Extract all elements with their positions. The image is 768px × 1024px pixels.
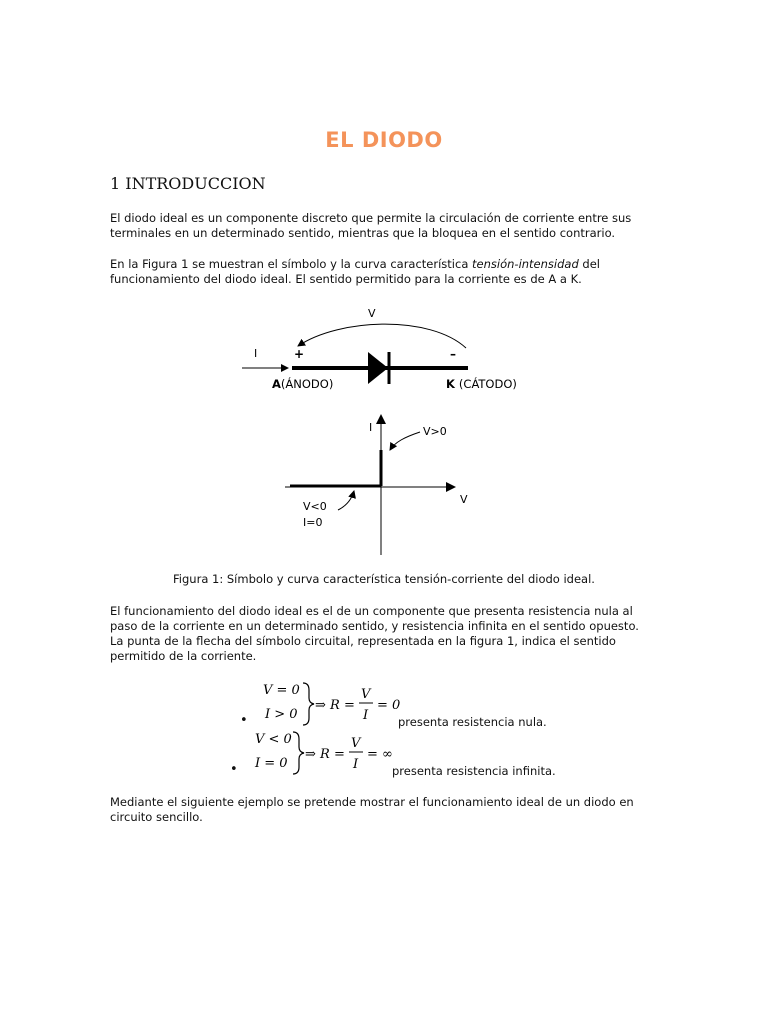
eq2-condition-i: I = 0 <box>255 756 288 771</box>
eq2-denominator: I <box>353 757 359 772</box>
eq1-brace <box>303 683 314 725</box>
anode-label <box>272 376 333 391</box>
page-title: EL DIODO <box>325 128 443 152</box>
eq1-denominator: I <box>363 708 369 723</box>
vgt0-pointer <box>390 432 420 450</box>
voltage-arc <box>298 324 466 348</box>
vlt0-pointer <box>338 491 354 510</box>
paragraph-figure-ref-text-b: del funcionamiento del diodo ideal. El sentido permitido para la corriente es de A a K. <box>110 257 600 286</box>
section-heading: 1 INTRODUCCION <box>110 174 266 193</box>
eq2-value: = ∞ <box>367 747 393 762</box>
diode-triangle <box>368 352 388 384</box>
eq2-brace <box>293 732 304 774</box>
diode-figure <box>230 300 530 565</box>
cathode-label <box>446 376 517 391</box>
cathode-letter: K <box>446 377 455 391</box>
equation-infinite-resistance <box>245 727 405 777</box>
eq1-value: = 0 <box>377 698 401 713</box>
paragraph-figure-ref <box>110 257 650 287</box>
eq1-implies: ⇒ R = <box>315 698 355 713</box>
voltage-label: V <box>368 307 376 320</box>
eq2-description: presenta resistencia infinita. <box>392 764 556 778</box>
eq1-condition-i: I > 0 <box>265 707 298 722</box>
eq1-condition-v: V = 0 <box>263 683 300 698</box>
eq2-implies: ⇒ R = <box>305 747 345 762</box>
eq2-condition-v: V < 0 <box>255 732 292 747</box>
i0-label: I=0 <box>303 516 323 529</box>
bullet-2: • <box>230 762 238 777</box>
i-axis-label: I <box>369 421 373 434</box>
bullet-1: • <box>240 713 248 728</box>
figure-caption: Figura 1: Símbolo y curva característica tensión-corriente del diodo ideal. <box>173 572 595 586</box>
eq1-description: presenta resistencia nula. <box>398 715 547 729</box>
anode-text: (ÁNODO) <box>280 377 334 391</box>
cathode-text: (CÁTODO) <box>458 377 517 391</box>
eq2-numerator: V <box>351 736 361 751</box>
eq1-numerator: V <box>361 687 371 702</box>
paragraph-operation: El funcionamiento del diodo ideal es el de un componente que presenta resistencia nula al paso de la corriente en un determinado sentido, y resistencia infinita en el sentido opuesto. La punta de la flecha del símbolo circuital, representada en la figura 1, indica el sentido permitido de la corriente. <box>110 604 639 663</box>
v-axis-label: V <box>460 493 468 506</box>
paragraph-intro: El diodo ideal es un componente discreto que permite la circulación de corriente entre sus terminales en un determinado sentido, mientras que la bloquea en el sentido contrario. <box>110 211 632 240</box>
paragraph-example: Mediante el siguiente ejemplo se pretende mostrar el funcionamiento ideal de un diodo en circuito sencillo. <box>110 795 634 824</box>
anode-letter: A <box>272 377 281 391</box>
paragraph-figure-ref-italic: tensión-intensidad <box>472 257 579 271</box>
vlt0-label: V<0 <box>303 500 327 513</box>
current-label: I <box>254 347 258 360</box>
plus-sign: + <box>294 347 305 361</box>
equation-zero-resistance <box>255 678 415 728</box>
minus-sign: – <box>450 347 456 361</box>
vgt0-label: V>0 <box>423 425 447 438</box>
paragraph-figure-ref-text-a: En la Figura 1 se muestran el símbolo y la curva característica <box>110 257 473 271</box>
